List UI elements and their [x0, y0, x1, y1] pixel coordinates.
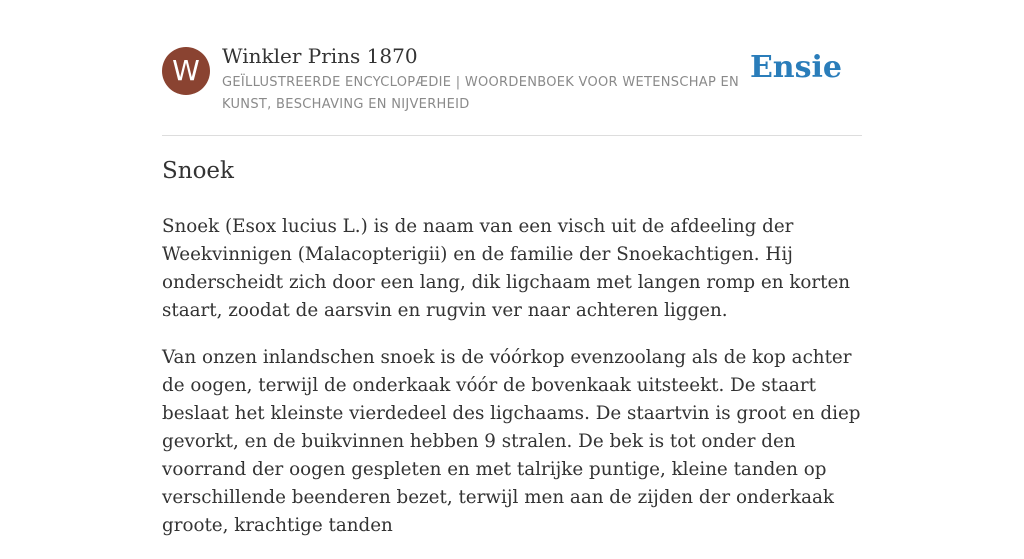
- source-title[interactable]: Winkler Prins 1870: [222, 44, 418, 68]
- article-paragraph: Snoek (Esox lucius L.) is de naam van een visch uit de afdeeling der Weekvinnigen (Malacopterigii) en de familie der Snoekachtigen. Hij onderscheidt zich door een lang, dik ligchaam met langen romp en korten staart, zoodat de aarsvin en rugvin ver naar achteren liggen.: [162, 216, 851, 321]
- source-header: [162, 44, 862, 124]
- source-avatar[interactable]: W: [162, 47, 210, 95]
- ensie-logo[interactable]: Ensie: [749, 50, 842, 85]
- article-title: Snoek: [162, 158, 234, 184]
- article-body: [162, 213, 862, 559]
- article-paragraph: Van onzen inlandschen snoek is de vóórkop evenzoolang als de kop achter de oogen, terwijl de onderkaak vóór de bovenkaak uitsteekt. De staart beslaat het kleinste vierdedeel des ligchaams. De staartvin is groot en diep gevorkt, en de buikvinnen hebben 9 stralen. De bek is tot onder den voorrand der oogen gespleten en met talrijke puntige, kleine tanden op verschillende beenderen bezet, terwijl men aan de zijden der onderkaak groote, krachtige tanden: [162, 347, 861, 536]
- header-divider: [162, 135, 862, 136]
- source-subtitle: GEÏLLUSTREERDE ENCYCLOPÆDIE | WOORDENBOEK VOOR WETENSCHAP EN KUNST, BESCHAVING EN NIJVERHEID: [222, 75, 740, 112]
